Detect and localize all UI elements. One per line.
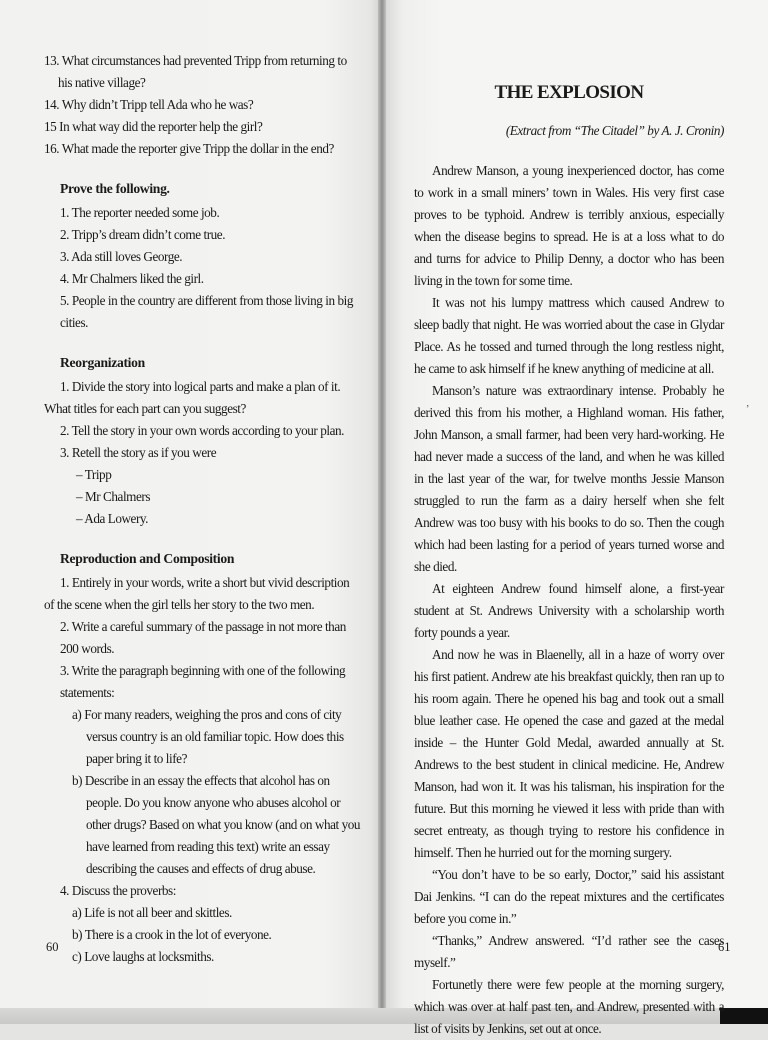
story-paragraph-3: Manson’s nature was extraordinary intense. Probably he derived this from his mother, a Highland woman. His father, John Manson, a small farmer, had been very hard-working. He had never made a success of the land, and when he was killed in the last year of the war, for twelve months Jessie Manson struggled to run the farm as a dairy herself when she felt Andrew was too busy with his books to do so. Then the cough which had been lasting for a period of years turned worse and she died. — [414, 383, 724, 574]
question-15: 15 In what way did the reporter help the girl? — [44, 119, 263, 134]
page-number-right: 61 — [718, 940, 731, 954]
prove-item-4: 4. Mr Chalmers liked the girl. — [60, 271, 204, 286]
prove-item-3: 3. Ada still loves George. — [60, 249, 183, 264]
prove-item-2: 2. Tripp’s dream didn’t come true. — [60, 227, 226, 242]
reproduction-item-3: 3. Write the paragraph beginning with one of the following statements: — [60, 663, 346, 700]
proverb-c: c) Love laughs at locksmiths. — [72, 949, 214, 964]
right-page-content — [414, 82, 724, 1040]
proverb-a: a) Life is not all beer and skittles. — [72, 905, 232, 920]
reproduction-item-1: 1. Entirely in your words, write a short but vivid description of the scene when the girl tells her story to the two men. — [44, 575, 350, 612]
proverb-b: b) There is a crook in the lot of everyone. — [72, 927, 272, 942]
reorganization-heading: Reorganization — [60, 355, 145, 370]
reorganization-item-1: 1. Divide the story into logical parts and make a plan of it. What titles for each part can you suggest? — [44, 379, 341, 416]
prove-heading: Prove the following. — [60, 181, 170, 196]
story-paragraph-5: And now he was in Blaenelly, all in a haze of worry over his first patient. Andrew ate his breakfast quickly, then ran up to his room again. There he opened his bag and took out a small blue leather case. He opened the case and gazed at the medal inside – the Hunter Gold Medal, awarded annually at St. Andrews to the best student in clinical medicine. He, Andrew Manson, had won it. It was his talisman, his inspiration for the future. But this morning he viewed it less with pride than with secret entreaty, as though trying to restore his confidence in himself. Then he hurried out for the morning surgery. — [414, 647, 724, 860]
scan-speck: ’ — [746, 404, 750, 415]
question-13: 13. What circumstances had prevented Tripp from returning to his native village? — [44, 53, 347, 90]
reproduction-heading: Reproduction and Composition — [60, 551, 235, 566]
character-tripp: – Tripp — [76, 467, 112, 482]
story-paragraph-8: Fortunetly there were few people at the morning surgery, which was over at half past ten, and Andrew, presented with a list of visits by Jenkins, set out at once. — [414, 977, 724, 1036]
story-source: (Extract from “The Citadel” by A. J. Cronin) — [505, 123, 724, 138]
reproduction-item-4: 4. Discuss the proverbs: — [60, 883, 176, 898]
story-paragraph-2: It was not his lumpy mattress which caused Andrew to sleep badly that night. He was worried about the case in Glydar Place. As he tossed and turned through the long restless night, he came to ask himself if he knew anything of medicine at all. — [414, 295, 724, 376]
reproduction-item-3a: a) For many readers, weighing the pros and cons of city versus country is an old familiar topic. How does this paper bring it to life? — [72, 707, 344, 766]
character-ada: – Ada Lowery. — [76, 511, 149, 526]
reproduction-item-3b: b) Describe in an essay the effects that alcohol has on people. Do you know anyone who abuses alcohol or other drugs? Based on what you know (and on what you have learned from reading this text) write an essay describing the causes and effects of drug abuse. — [72, 773, 360, 876]
reorganization-item-3: 3. Retell the story as if you were — [60, 445, 217, 460]
book-gutter — [378, 0, 386, 1024]
story-paragraph-7: “Thanks,” Andrew answered. “I’d rather see the cases myself.” — [414, 933, 724, 970]
story-title: THE EXPLOSION — [494, 82, 644, 103]
character-chalmers: – Mr Chalmers — [76, 489, 150, 504]
question-14: 14. Why didn’t Tripp tell Ada who he was? — [44, 97, 254, 112]
story-paragraph-6: “You don’t have to be so early, Doctor,” said his assistant Dai Jenkins. “I can do the repeat mixtures and the certificates before you come in.” — [414, 867, 724, 926]
page-number-left: 60 — [46, 940, 59, 954]
reorganization-item-2: 2. Tell the story in your own words according to your plan. — [60, 423, 344, 438]
scan-corner-shadow — [720, 1008, 768, 1024]
left-page-content — [44, 50, 362, 968]
prove-item-1: 1. The reporter needed some job. — [60, 205, 220, 220]
question-16: 16. What made the reporter give Tripp the dollar in the end? — [44, 141, 334, 156]
story-paragraph-1: Andrew Manson, a young inexperienced doctor, has come to work in a small miners’ town in Wales. His very first case proves to be typhoid. Andrew is terribly anxious, especially when the disease begins to spread. He is at a loss what to do and turns for advice to Philip Denny, a doctor who has been living in the town for some time. — [414, 163, 724, 288]
reproduction-item-2: 2. Write a careful summary of the passage in not more than 200 words. — [60, 619, 346, 656]
story-paragraph-4: At eighteen Andrew found himself alone, a first-year student at St. Andrews University with a scholarship worth forty pounds a year. — [414, 581, 724, 640]
prove-item-5: 5. People in the country are different from those living in big cities. — [60, 293, 353, 330]
